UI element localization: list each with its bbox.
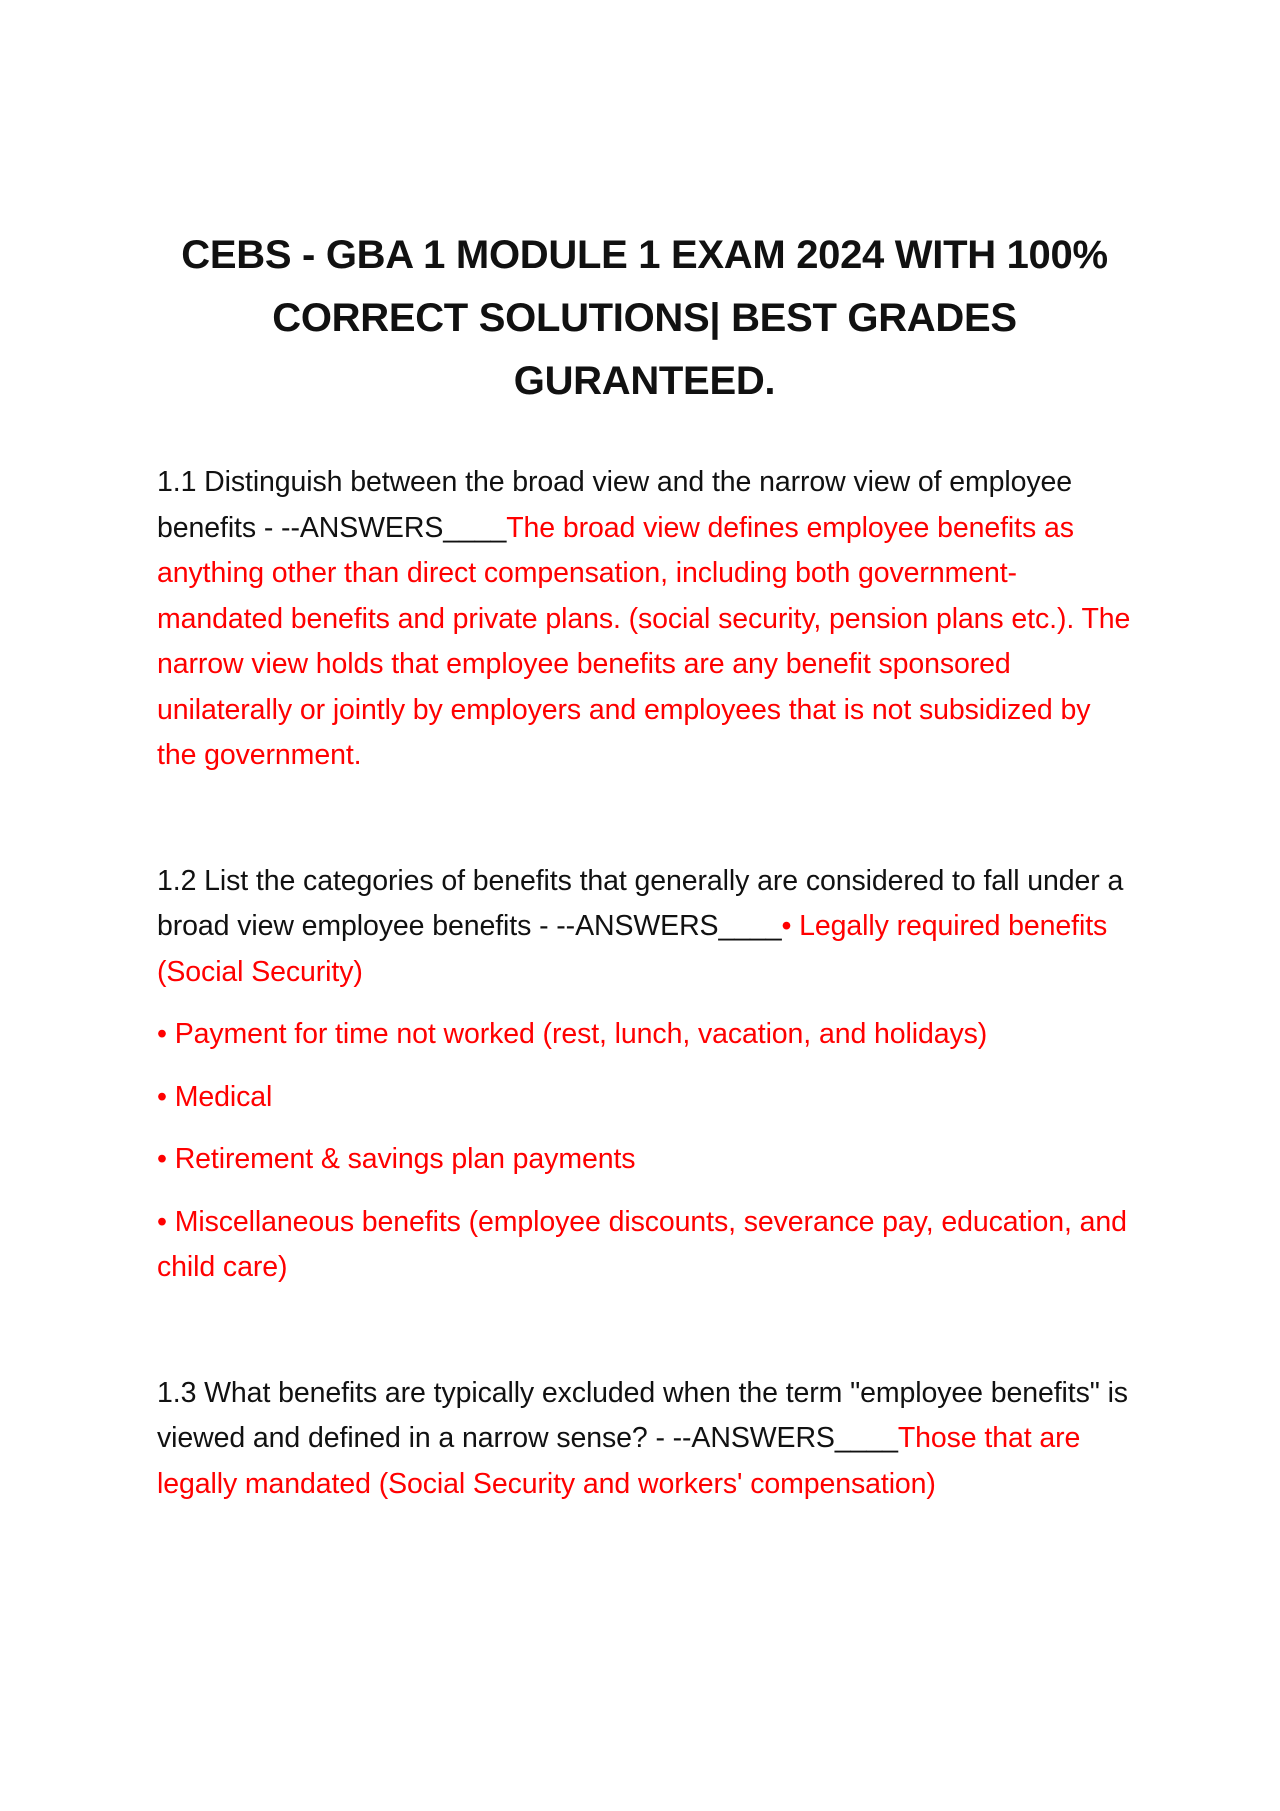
answer-bullet-item: • Retirement & savings plan payments: [157, 1143, 636, 1175]
question-1-text: [157, 460, 1132, 779]
question-3-answer: Those that are legally mandated (Social Security and workers' compensation): [157, 1422, 1081, 1500]
answer-bullet-item: • Payment for time not worked (rest, lunch, vacation, and holidays): [157, 1018, 988, 1050]
question-3: [157, 1371, 1132, 1508]
question-1-prompt: 1.1 Distinguish between the broad view and the narrow view of employee benefits - --ANSWERS____: [157, 466, 1073, 544]
question-1: [157, 460, 1132, 779]
question-2-text: [157, 859, 1132, 996]
question-2-answer: • Legally required benefits (Social Security): [157, 910, 1108, 988]
answer-bullet-item: • Medical: [157, 1080, 273, 1113]
question-2: [157, 859, 1132, 1291]
question-2-prompt: 1.2 List the categories of benefits that generally are considered to fall under a broad view employee benefits - --ANSWERS____: [157, 864, 1124, 942]
question-3-prompt: 1.3 What benefits are typically excluded when the term "employee benefits" is viewed and defined in a narrow sense? - --ANSWERS____: [157, 1376, 1128, 1454]
question-1-answer: The broad view defines employee benefits as anything other than direct compensation, including both government-mandated benefits and private plans. (social security, pension plans etc.). The narrow view holds that employee benefits are any benefit sponsored unilaterally or jointly by employers and employees that is not subsidized by the government.: [157, 511, 1131, 771]
answer-bullet-item: • Miscellaneous benefits (employee discounts, severance pay, education, and child care): [157, 1205, 1127, 1283]
question-3-text: [157, 1371, 1132, 1508]
document-title: CEBS - GBA 1 MODULE 1 EXAM 2024 WITH 100% CORRECT SOLUTIONS| BEST GRADES GURANTEED.: [181, 233, 1108, 403]
